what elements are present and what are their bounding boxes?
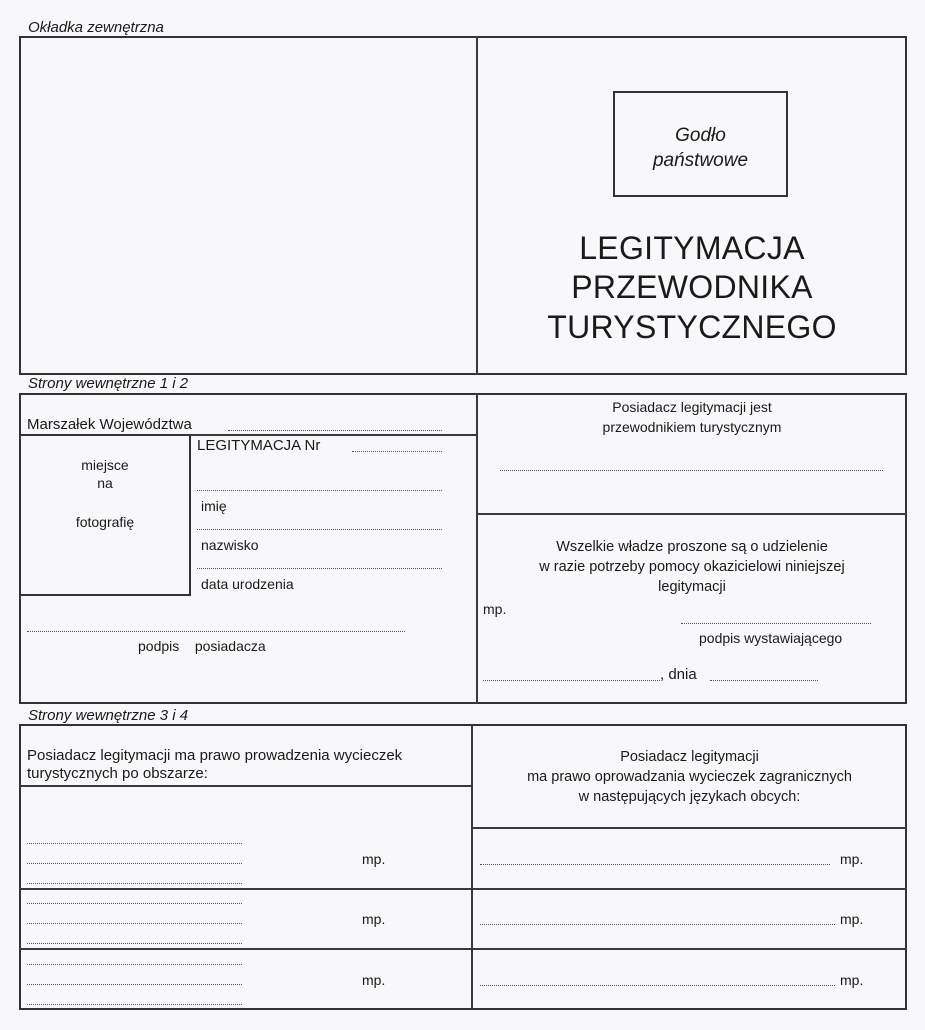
last-name-label: nazwisko (201, 537, 259, 553)
issuer-signature-field[interactable] (681, 623, 871, 624)
area-row-divider-2 (19, 948, 472, 950)
date-field[interactable] (710, 680, 818, 681)
language-entry-1-stamp: mp. (840, 851, 864, 867)
area-header-divider (19, 785, 472, 787)
languages-header-divider (471, 827, 907, 829)
languages-header-line1: Posiadacz legitymacji (620, 749, 759, 765)
photo-label-line2: na (97, 475, 113, 491)
photo-label-line1: miejsce (81, 457, 129, 473)
issuer-signature-label: podpis wystawiającego (699, 630, 843, 646)
guide-category-field[interactable] (500, 470, 883, 471)
holder-signature-field[interactable] (27, 631, 405, 632)
first-name-label: imię (201, 498, 227, 514)
section-label-inner-1-2: Strony wewnętrzne 1 i 2 (28, 375, 189, 392)
birth-date-label: data urodzenia (201, 576, 294, 592)
card-number-field[interactable] (352, 451, 442, 452)
language-row-divider-1 (471, 888, 907, 890)
request-line2: w razie potrzeby pomocy okazicielowi niniejszej (539, 559, 845, 575)
area-header-line2: turystycznych po obszarze: (27, 765, 208, 782)
photo-label-line3: fotografię (75, 514, 135, 530)
emblem-line1: Godło (675, 125, 726, 146)
request-line1: Wszelkie władze proszone są o udzielenie (556, 539, 828, 555)
first-name-field[interactable] (197, 490, 442, 491)
date-label: , dnia (660, 666, 697, 683)
emblem-line2: państwowe (652, 150, 749, 171)
language-row-divider-2 (471, 948, 907, 950)
area-entry-3-line2[interactable] (27, 984, 242, 985)
area-entry-2-line3[interactable] (27, 943, 242, 944)
area-entry-2-line1[interactable] (27, 903, 242, 904)
last-name-field[interactable] (197, 529, 442, 530)
card-number-label: LEGITYMACJA Nr (197, 437, 321, 454)
language-entry-1[interactable] (480, 864, 830, 865)
stamp-placeholder: mp. (483, 601, 507, 617)
inner-3-4-divider (471, 724, 473, 1010)
holder-signature-label: podpis posiadacza (138, 638, 266, 654)
language-entry-2-stamp: mp. (840, 911, 864, 927)
area-header-line1: Posiadacz legitymacji ma prawo prowadzenia wycieczek (27, 747, 403, 764)
request-line3: legitymacji (658, 579, 726, 595)
cover-title-line1: LEGITYMACJA (579, 230, 805, 266)
area-entry-3-line3[interactable] (27, 1004, 242, 1005)
area-entry-2-stamp: mp. (362, 911, 386, 927)
languages-header-line2: ma prawo oprowadzania wycieczek zagranicznych (527, 769, 852, 785)
language-entry-3[interactable] (480, 985, 835, 986)
section-label-inner-3-4: Strony wewnętrzne 3 i 4 (28, 707, 189, 724)
area-entry-1-line1[interactable] (27, 843, 242, 844)
issuer-field[interactable] (228, 430, 442, 431)
area-entry-1-line3[interactable] (27, 883, 242, 884)
cover-title-line2: PRZEWODNIKA (571, 269, 813, 305)
holder-status-line1: Posiadacz legitymacji jest (612, 399, 772, 415)
languages-header-line3: w następujących językach obcych: (578, 789, 801, 805)
area-row-divider-1 (19, 888, 472, 890)
language-entry-3-stamp: mp. (840, 972, 864, 988)
area-entry-1-line2[interactable] (27, 863, 242, 864)
area-entry-1-stamp: mp. (362, 851, 386, 867)
right-page-divider (476, 513, 907, 515)
area-entry-3-line1[interactable] (27, 964, 242, 965)
place-field[interactable] (483, 680, 660, 681)
area-entry-2-line2[interactable] (27, 923, 242, 924)
issuer-label: Marszałek Województwa (27, 416, 192, 433)
area-entry-3-stamp: mp. (362, 972, 386, 988)
holder-status-line2: przewodnikiem turystycznym (602, 419, 782, 435)
language-entry-2[interactable] (480, 924, 835, 925)
cover-title-line3: TURYSTYCZNEGO (547, 309, 837, 345)
section-label-outer-cover: Okładka zewnętrzna (28, 19, 164, 36)
birth-date-field[interactable] (197, 568, 442, 569)
